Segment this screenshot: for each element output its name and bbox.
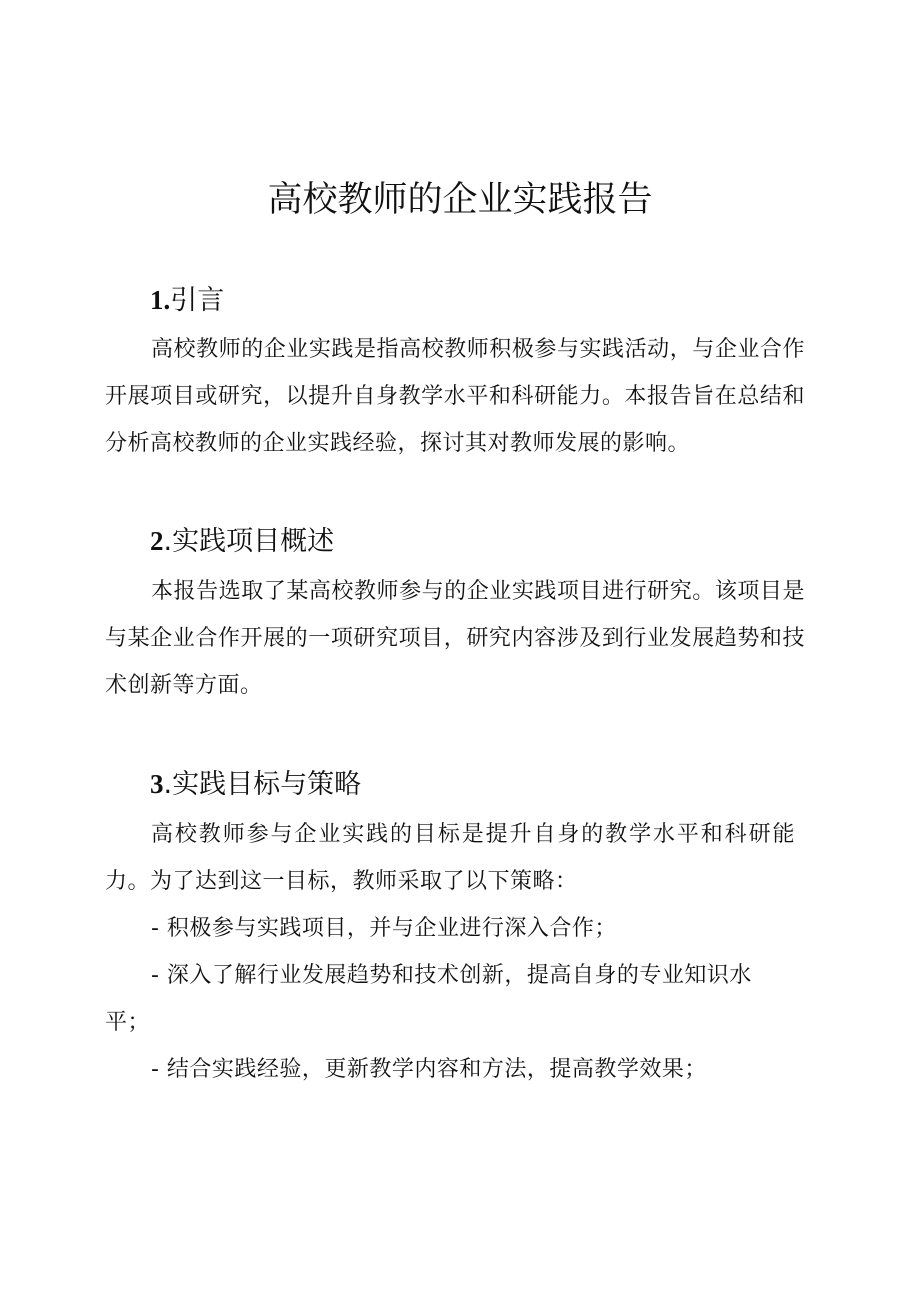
list-item: - 结合实践经验，更新教学内容和方法，提高教学效果； xyxy=(151,1057,707,1082)
section-1-heading xyxy=(150,282,224,319)
section-3-heading xyxy=(150,766,361,803)
section-3-paragraph: 高校教师参与企业实践的目标是提升自身的教学水平和科研能力。为了达到这一目标，教师采取了以下策略： xyxy=(105,822,795,894)
section-2-paragraph: 本报告选取了某高校教师参与的企业实践项目进行研究。该项目是与某企业合作开展的一项研究项目，研究内容涉及到行业发展趋势和技术创新等方面。 xyxy=(105,579,805,698)
section-3-number: 3 xyxy=(150,769,164,799)
section-2-heading xyxy=(150,523,334,560)
document-title: 高校教师的企业实践报告 xyxy=(267,180,653,220)
list-item: - 深入了解行业发展趋势和技术创新，提高自身的专业知识水平； xyxy=(105,963,752,1035)
section-2-number: 2 xyxy=(150,526,164,556)
section-1-paragraph: 高校教师的企业实践是指高校教师积极参与实践活动，与企业合作开展项目或研究，以提升自身教学水平和科研能力。本报告旨在总结和分析高校教师的企业实践经验，探讨其对教师发展的影响。 xyxy=(105,337,805,456)
section-1-heading-text: 引言 xyxy=(170,285,225,316)
section-2-heading-text: .实践项目概述 xyxy=(163,526,335,557)
section-1-number: 1. xyxy=(150,285,171,315)
list-item: - 积极参与实践项目，并与企业进行深入合作； xyxy=(151,916,617,941)
section-3-heading-text: .实践目标与策略 xyxy=(163,769,362,800)
